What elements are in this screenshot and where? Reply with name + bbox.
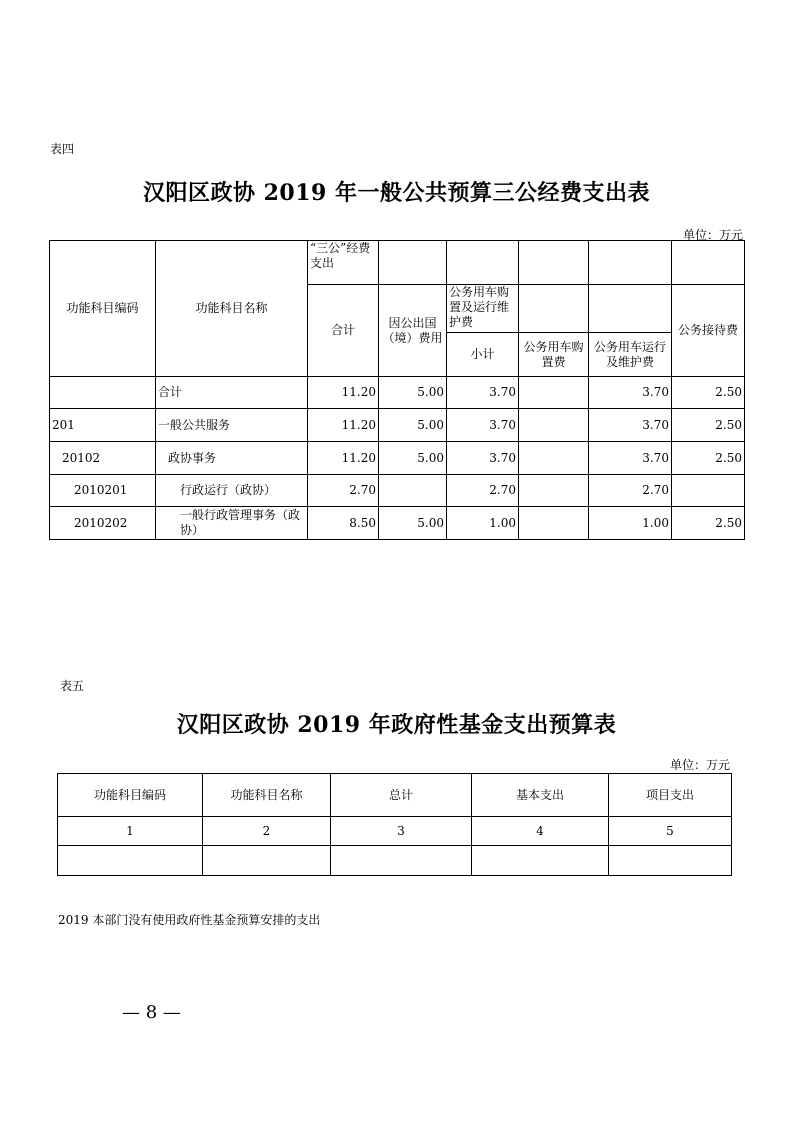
table-row <box>50 377 745 409</box>
header-project-expense: 项目支出 <box>609 774 732 817</box>
vehicle-purchase-cell <box>519 442 589 475</box>
abroad-cell: 5.00 <box>379 507 447 540</box>
table4 <box>49 240 745 540</box>
header-vehicle-purchase: 公务用车购置费 <box>519 333 589 377</box>
header-total: 总计 <box>331 774 472 817</box>
header-basic-expense: 基本支出 <box>472 774 609 817</box>
empty-cell <box>472 846 609 876</box>
vehicle-subtotal-cell: 3.70 <box>447 377 519 409</box>
index-cell: 1 <box>58 817 203 846</box>
abroad-cell: 5.00 <box>379 442 447 475</box>
table4-label: 表四 <box>50 142 75 156</box>
header-empty-cell <box>447 241 519 285</box>
empty-cell <box>331 846 472 876</box>
vehicle-subtotal-cell: 2.70 <box>447 475 519 507</box>
header-name: 功能科目名称 <box>156 241 308 377</box>
header-empty-cell <box>589 285 672 333</box>
table5-unit: 单位：万元 <box>669 758 730 772</box>
code-cell: 2010202 <box>50 507 156 540</box>
vehicle-subtotal-cell: 1.00 <box>447 507 519 540</box>
header-sangong-total: “三公”经费支出 <box>308 241 379 285</box>
total-cell: 11.20 <box>308 377 379 409</box>
abroad-cell: 5.00 <box>379 377 447 409</box>
table-row <box>50 507 745 540</box>
index-cell: 2 <box>203 817 331 846</box>
name-cell: 行政运行（政协） <box>156 475 308 507</box>
name-cell: 政协事务 <box>156 442 308 475</box>
name-cell: 合计 <box>156 377 308 409</box>
header-empty-cell <box>379 241 447 285</box>
index-cell: 3 <box>331 817 472 846</box>
total-cell: 11.20 <box>308 409 379 442</box>
table-row <box>50 442 745 475</box>
header-empty-cell <box>519 285 589 333</box>
header-vehicle-operation: 公务用车运行及维护费 <box>589 333 672 377</box>
vehicle-purchase-cell <box>519 377 589 409</box>
header-abroad: 因公出国（境）费用 <box>379 285 447 377</box>
header-empty-cell <box>589 241 672 285</box>
table5-title: 汉阳区政协 2019 年政府性基金支出预算表 <box>176 712 617 738</box>
abroad-cell: 5.00 <box>379 409 447 442</box>
header-empty-cell <box>519 241 589 285</box>
vehicle-operation-cell: 2.70 <box>589 475 672 507</box>
empty-cell <box>58 846 203 876</box>
reception-cell: 2.50 <box>672 409 745 442</box>
vehicle-subtotal-cell: 3.70 <box>447 409 519 442</box>
table-row <box>58 846 732 876</box>
table-row <box>58 817 732 846</box>
vehicle-operation-cell: 3.70 <box>589 442 672 475</box>
index-cell: 4 <box>472 817 609 846</box>
header-code: 功能科目编码 <box>50 241 156 377</box>
name-cell: 一般行政管理事务（政协） <box>156 507 308 540</box>
vehicle-subtotal-cell: 3.70 <box>447 442 519 475</box>
header-name: 功能科目名称 <box>203 774 331 817</box>
vehicle-operation-cell: 3.70 <box>589 409 672 442</box>
table4-unit: 单位：万元 <box>682 228 743 242</box>
header-vehicle-subtotal: 小计 <box>447 333 519 377</box>
reception-cell: 2.50 <box>672 442 745 475</box>
vehicle-operation-cell: 1.00 <box>589 507 672 540</box>
code-cell <box>50 377 156 409</box>
reception-cell <box>672 475 745 507</box>
reception-cell: 2.50 <box>672 377 745 409</box>
index-cell: 5 <box>609 817 732 846</box>
header-reception: 公务接待费 <box>672 285 745 377</box>
header-subtotal: 合计 <box>308 285 379 377</box>
abroad-cell <box>379 475 447 507</box>
table5 <box>57 773 732 876</box>
header-code: 功能科目编码 <box>58 774 203 817</box>
empty-cell <box>609 846 732 876</box>
total-cell: 2.70 <box>308 475 379 507</box>
page-number: — 8 — <box>122 1002 181 1023</box>
vehicle-purchase-cell <box>519 409 589 442</box>
header-vehicle: 公务用车购置及运行维护费 <box>447 285 519 333</box>
table-row <box>50 475 745 507</box>
code-cell: 2010201 <box>50 475 156 507</box>
total-cell: 8.50 <box>308 507 379 540</box>
code-cell: 201 <box>50 409 156 442</box>
header-empty-cell <box>672 241 745 285</box>
table5-note: 2019 本部门没有使用政府性基金预算安排的支出 <box>58 913 321 927</box>
vehicle-purchase-cell <box>519 507 589 540</box>
code-cell: 20102 <box>50 442 156 475</box>
table5-label: 表五 <box>60 679 85 693</box>
name-cell: 一般公共服务 <box>156 409 308 442</box>
total-cell: 11.20 <box>308 442 379 475</box>
table-row <box>50 409 745 442</box>
table4-title: 汉阳区政协 2019 年一般公共预算三公经费支出表 <box>142 180 651 206</box>
empty-cell <box>203 846 331 876</box>
vehicle-purchase-cell <box>519 475 589 507</box>
vehicle-operation-cell: 3.70 <box>589 377 672 409</box>
reception-cell: 2.50 <box>672 507 745 540</box>
